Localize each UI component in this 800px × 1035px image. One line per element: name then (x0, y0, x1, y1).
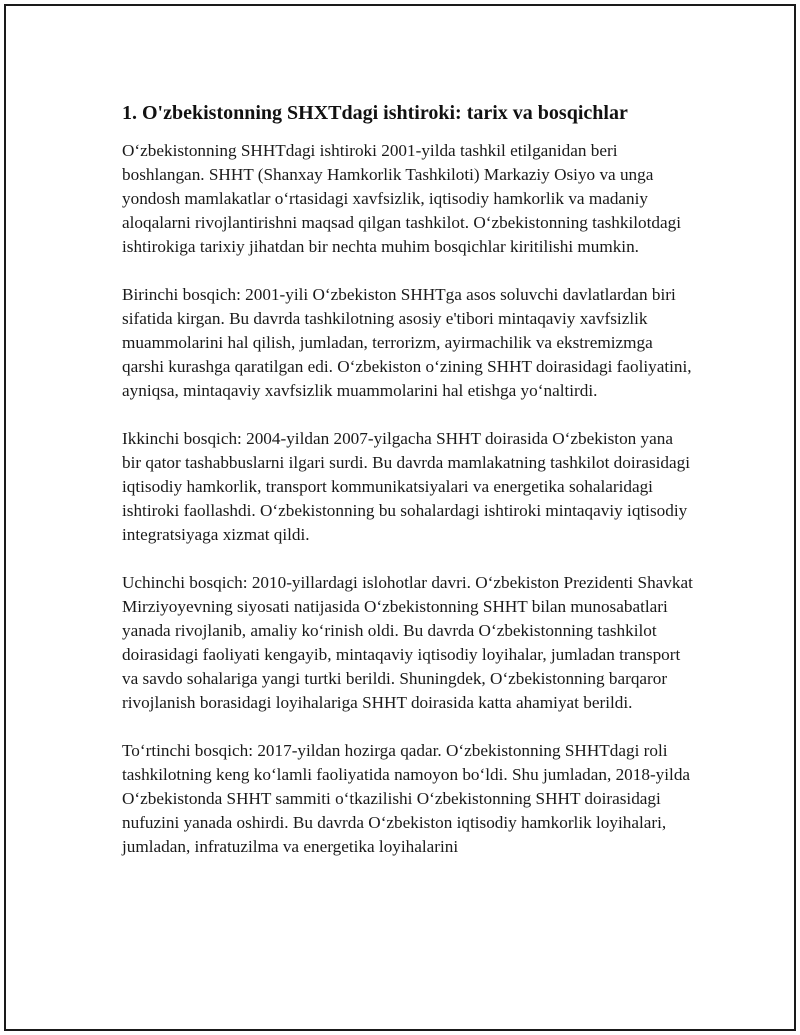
document-body (122, 99, 694, 883)
section-heading: 1. O'zbekistonning SHXTdagi ishtiroki: tarix va bosqichlar (122, 102, 628, 124)
paragraph-stage-four: To‘rtinchi bosqich: 2017-yildan hozirga qadar. O‘zbekistonning SHHTdagi roli tashkilotning keng ko‘lamli faoliyatida namoyon bo‘ldi. Shu jumladan, 2018-yilda O‘zbekistonda SHHT sammiti o‘tkazilishi O‘zbekistonning SHHT doirasidagi nufuzini yanada oshirdi. Bu davrda O‘zbekiston iqtisodiy hamkorlik loyihalari, jumladan, infratuzilma va energetika loyihalarini (122, 741, 691, 856)
paragraph-stage-one: Birinchi bosqich: 2001-yili O‘zbekiston SHHTga asos soluvchi davlatlardan biri sifatida kirgan. Bu davrda tashkilotning asosiy e'tibori mintaqaviy xavfsizlik muammolarini hal qilish, jumladan, terrorizm, ayirmachilik va ekstremizmga qarshi kurashga qaratilgan edi. O‘zbekiston o‘zining SHHT doirasidagi faoliyatini, ayniqsa, mintaqaviy xavfsizlik muammolarini hal etishga yo‘naltirdi. (122, 285, 692, 400)
paragraph-intro: O‘zbekistonning SHHTdagi ishtiroki 2001-yilda tashkil etilganidan beri boshlangan. SHHT (Shanxay Hamkorlik Tashkiloti) Markaziy Osiyo va unga yondosh mamlakatlar o‘rtasidagi xavfsizlik, iqtisodiy hamkorlik va madaniy aloqalarni rivojlantirishni maqsad qilgan tashkilot. O‘zbekistonning tashkilotdagi ishtirokiga tarixiy jihatdan bir nechta muhim bosqichlar kiritilishi mumkin. (122, 141, 681, 256)
page-frame (4, 4, 796, 1031)
paragraph-stage-two: Ikkinchi bosqich: 2004-yildan 2007-yilgacha SHHT doirasida O‘zbekiston yana bir qator tashabbuslarni ilgari surdi. Bu davrda mamlakatning tashkilot doirasidagi iqtisodiy hamkorlik, transport kommunikatsiyalari va energetika sohalaridagi ishtiroki faollashdi. O‘zbekistonning bu sohalardagi ishtiroki mintaqaviy iqtisodiy integratsiyaga xizmat qildi. (122, 429, 691, 544)
paragraph-stage-three: Uchinchi bosqich: 2010-yillardagi islohotlar davri. O‘zbekiston Prezidenti Shavkat Mirziyoyevning siyosati natijasida O‘zbekistonning SHHT bilan munosabatlari yanada rivojlanib, amaliy ko‘rinish oldi. Bu davrda O‘zbekistonning tashkilot doirasidagi faoliyati kengayib, mintaqaviy iqtisodiy loyihalar, jumladan transport va savdo sohalariga yangi turtki berildi. Shuningdek, O‘zbekistonning barqaror rivojlanish borasidagi loyihalariga SHHT doirasida katta ahamiyat berildi. (122, 573, 693, 712)
